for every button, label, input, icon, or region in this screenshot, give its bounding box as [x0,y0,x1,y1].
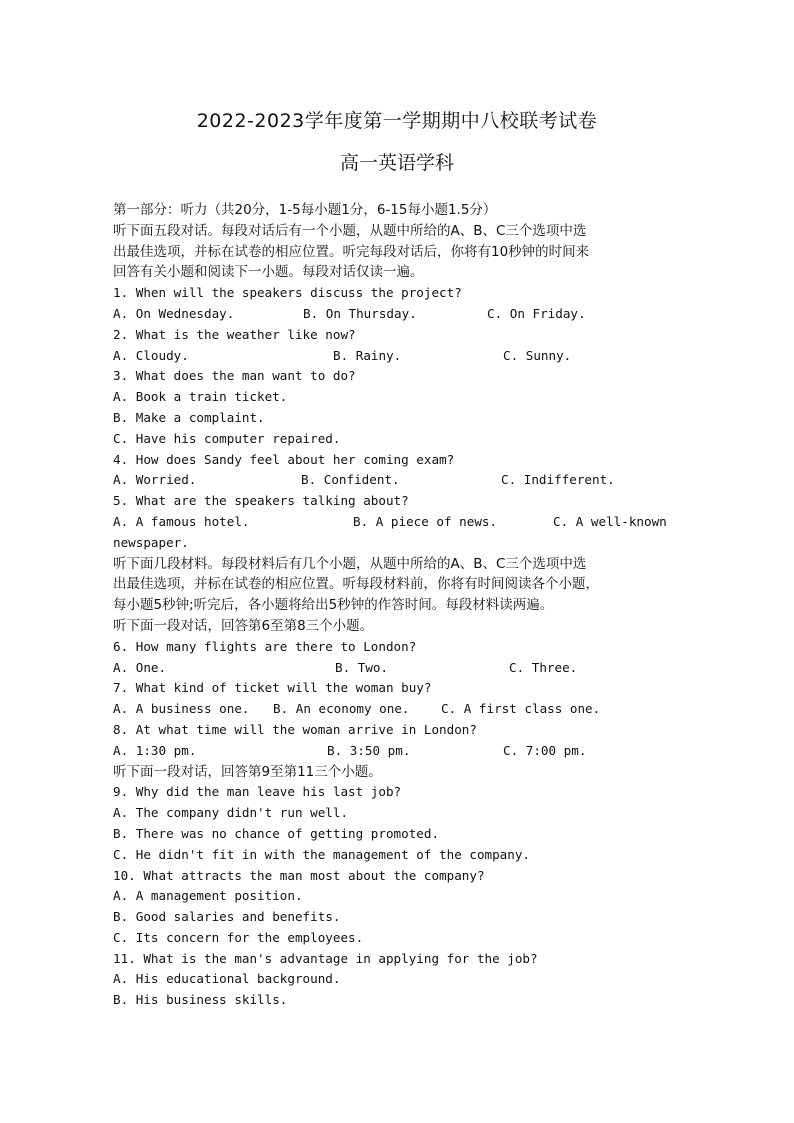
option-a: A. A management position. [113,888,303,904]
option-c: C. He didn't fit in with the management of the company. [113,846,531,862]
instruction-line: 听下面五段对话。每段对话后有一个小题，从题中所给的A、B、C三个选项中选 [113,222,587,239]
question-stem: 4. How does Sandy feel about her coming exam? [113,451,455,467]
option-b: B. An economy one. [273,701,410,717]
question-options [113,304,681,325]
question-stem: 11. What is the man's advantage in applying for the job? [113,950,538,966]
option-b: B. A piece of news. [353,513,498,529]
question-stem: 8. At what time will the woman arrive in London? [113,721,477,737]
option-c: C. A first class one. [441,701,601,717]
group-instruction: 听下面一段对话，回答第9至第11三个小题。 [113,763,382,780]
option-c: C. Its concern for the employees. [113,929,364,945]
option-b: B. Make a complaint. [113,409,265,425]
option-b: B. On Thursday. [303,305,417,321]
question-options [113,699,681,720]
exam-subtitle: 高一英语学科 [339,152,454,174]
instruction-line: 出最佳选项，并标在试卷的相应位置。听每段材料前，你将有时间阅读各个小题， [113,576,599,593]
option-b: B. 3:50 pm. [327,742,411,758]
option-a: A. Worried. [113,472,197,488]
question-stem: 10. What attracts the man most about the company? [113,867,485,883]
question-options [113,346,681,367]
option-a: A. The company didn't run well. [113,805,349,821]
instruction-line: 每小题5秒钟;听完后，各小题将给出5秒钟的作答时间。每段材料读两遍。 [113,597,554,614]
option-c: C. Have his computer repaired. [113,430,341,446]
option-c-continued: newspaper. [113,534,189,550]
option-a: A. On Wednesday. [113,305,235,321]
question-options [113,741,681,762]
instruction-line: 回答有关小题和阅读下一小题。每段对话仅读一遍。 [113,264,424,281]
option-a: A. His educational background. [113,971,341,987]
option-a: A. Book a train ticket. [113,389,288,405]
option-b: B. Confident. [301,472,400,488]
option-c: C. 7:00 pm. [503,742,587,758]
question-options [113,470,681,491]
listening-section [113,200,681,1011]
question-stem: 3. What does the man want to do? [113,368,356,384]
question-stem: 5. What are the speakers talking about? [113,493,409,509]
instruction-line: 出最佳选项，并标在试卷的相应位置。听完每段对话后，你将有10秒钟的时间来 [113,243,590,260]
option-c: C. Three. [509,659,578,675]
option-a: A. One. [113,659,167,675]
question-stem: 1. When will the speakers discuss the project? [113,285,462,301]
option-b: B. Good salaries and benefits. [113,909,341,925]
option-c: C. Indifferent. [501,472,615,488]
option-c: C. A well-known [553,513,667,529]
question-options [113,512,681,533]
group-instruction: 听下面一段对话，回答第6至第8三个小题。 [113,617,374,634]
question-options [113,658,681,679]
option-b: B. Rainy. [333,347,402,363]
section-heading: 第一部分：听力（共20分，1-5每小题1分，6-15每小题1.5分） [113,202,497,218]
option-b: B. Two. [335,659,389,675]
question-stem: 7. What kind of ticket will the woman buy? [113,680,432,696]
option-a: A. A famous hotel. [113,513,250,529]
instruction-line: 听下面几段材料。每段材料后有几个小题，从题中所给的A、B、C三个选项中选 [113,555,587,572]
question-stem: 2. What is the weather like now? [113,326,356,342]
option-c: C. On Friday. [487,305,586,321]
option-a: A. Cloudy. [113,347,189,363]
option-b: B. His business skills. [113,992,288,1008]
option-a: A. 1:30 pm. [113,742,197,758]
option-b: B. There was no chance of getting promoted. [113,825,440,841]
question-stem: 9. Why did the man leave his last job? [113,784,402,800]
question-stem: 6. How many flights are there to London? [113,638,417,654]
option-a: A. A business one. [113,701,250,717]
exam-title: 2022-2023学年度第一学期期中八校联考试卷 [196,110,598,132]
option-c: C. Sunny. [503,347,572,363]
